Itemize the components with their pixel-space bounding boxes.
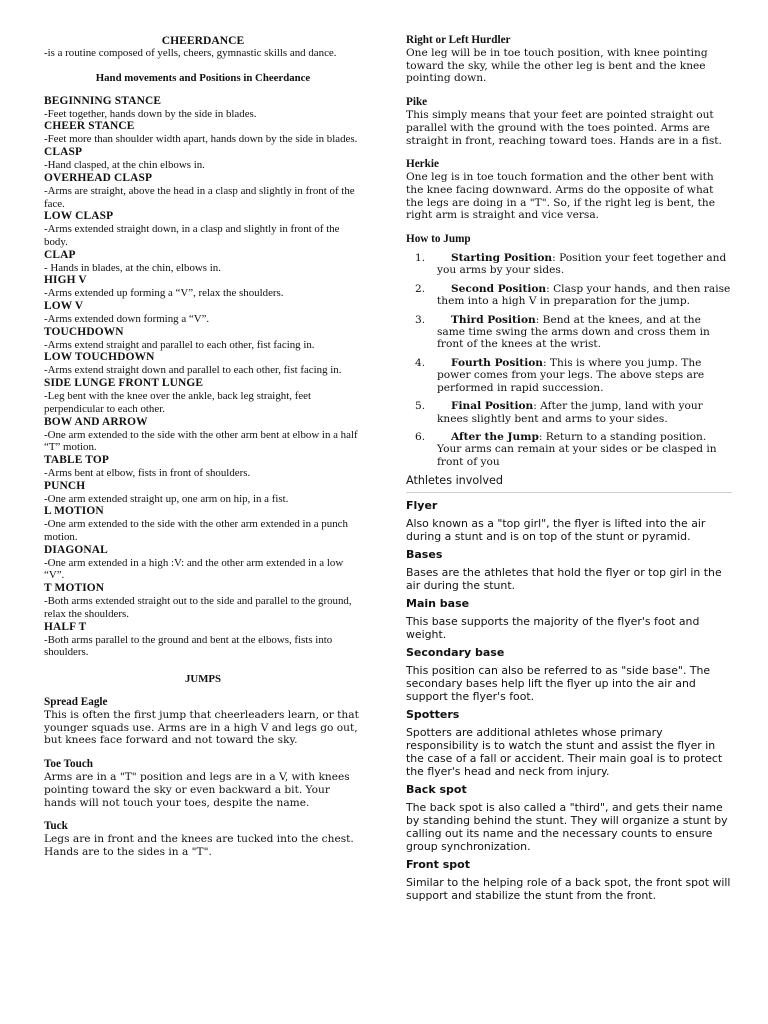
step-text: : After the jump, land with your knees slightly bent and arms to your sides. xyxy=(437,400,703,425)
position-name: BEGINNING STANCE xyxy=(44,94,162,107)
jump-step xyxy=(406,431,732,468)
jump-step xyxy=(406,283,732,308)
position-description: -Leg bent with the knee over the ankle, back leg straight, feet perpendicular to each other. xyxy=(44,390,312,415)
jump-item xyxy=(406,96,732,147)
position-description: -One arm extended in a high :V: and the other arm extended in a low “V”. xyxy=(44,556,344,582)
positions-list xyxy=(44,95,362,659)
position-description: -Feet more than shoulder width apart, hands down by the side in blades. xyxy=(44,133,358,146)
athlete-item xyxy=(406,858,732,902)
step-number: 6. xyxy=(415,430,426,443)
position-name: LOW V xyxy=(44,300,84,313)
position-name: CLASP xyxy=(44,146,83,159)
position-item xyxy=(44,505,362,543)
athlete-description: Similar to the helping role of a back spot, the front spot will support and stabilize the stunt from the front. xyxy=(406,876,731,903)
cheerdance-definition: -is a routine composed of yells, cheers, gymnastic skills and dance. xyxy=(44,47,337,59)
position-item xyxy=(44,582,362,620)
athlete-item xyxy=(406,499,732,543)
step-number: 3. xyxy=(415,313,426,326)
document-title: CHEERDANCE xyxy=(161,34,245,47)
position-name: PUNCH xyxy=(44,479,86,492)
step-text: : Bend at the knees, and at the same time swing the arms down and cross them in front of the knees at the wrist. xyxy=(437,313,710,351)
position-description: -One arm extended straight up, one arm on hip, in a fist. xyxy=(44,492,289,505)
athlete-role: Spotters xyxy=(406,708,460,722)
jump-description: This is often the first jump that cheerleaders learn, or that younger squads use. Arms are in a high V and legs go out, but knees face forward and not toward the sky. xyxy=(44,708,359,747)
athlete-description: Spotters are additional athletes whose primary responsibility is to watch the stunt and assist the flyer in the case of a fall or accident. Their main goal is to protect the flyer's head and neck from injury. xyxy=(406,726,723,779)
jump-description: Legs are in front and the knees are tucked into the chest. Hands are to the sides in a "T". xyxy=(44,833,354,858)
jump-step xyxy=(406,357,732,394)
position-name: SIDE LUNGE FRONT LUNGE xyxy=(44,377,204,390)
jump-name: Toe Touch xyxy=(44,758,94,771)
step-text: : Return to a standing position. Your arms can remain at your sides or be clasped in front of you xyxy=(437,430,717,468)
jump-name: Herkie xyxy=(406,158,439,171)
jump-step xyxy=(406,252,732,277)
position-item xyxy=(44,146,362,172)
position-item xyxy=(44,210,362,248)
step-number: 2. xyxy=(415,282,426,295)
jump-description: One leg will be in toe touch position, with knee pointing toward the sky, while the other leg is bent and the knee pointing down. xyxy=(406,47,708,85)
position-item xyxy=(44,274,362,300)
section-divider xyxy=(406,492,732,493)
position-item xyxy=(44,95,362,121)
jump-step xyxy=(406,400,732,425)
position-name: HALF T xyxy=(44,620,87,633)
position-name: L MOTION xyxy=(44,505,104,518)
jump-description: Arms are in a "T" position and legs are in a V, with knees pointing toward the sky or even backward a bit. Your hands will not touch your toes, despite the name. xyxy=(44,771,350,809)
jump-item xyxy=(44,820,362,858)
position-description: -Both arms parallel to the ground and bent at the elbows, fists into shoulders. xyxy=(44,633,333,659)
position-description: -Arms extended down forming a “V”. xyxy=(44,313,210,326)
athlete-item xyxy=(406,597,732,641)
jump-description: This simply means that your feet are pointed straight out parallel with the ground with the toes pointed. Arms are straight in front, reaching toward toes. Hands are in a fist. xyxy=(406,109,722,147)
step-title: Second Position xyxy=(451,282,547,295)
position-description: -Arms extended straight down, in a clasp and slightly in front of the body. xyxy=(44,223,340,248)
step-title: Fourth Position xyxy=(451,356,543,369)
step-number: 4. xyxy=(415,356,426,369)
step-text: : This is where you jump. The power comes from your legs. The above steps are performed in rapid succession. xyxy=(437,356,705,394)
position-description: -One arm extended to the side with the other arm extended in a punch motion. xyxy=(44,518,348,544)
step-title: Third Position xyxy=(451,313,536,326)
step-title: Starting Position xyxy=(451,252,553,265)
jumps-heading: JUMPS xyxy=(185,672,221,685)
how-to-jump-heading: How to Jump xyxy=(406,233,471,246)
position-description: -Arms are straight, above the head in a clasp and slightly in front of the face. xyxy=(44,184,355,210)
position-description: -Arms extend straight and parallel to each other, fist facing in. xyxy=(44,338,315,351)
position-description: -Arms extended up forming a “V”, relax the shoulders. xyxy=(44,287,284,300)
jump-item xyxy=(406,158,732,222)
hand-movements-heading: Hand movements and Positions in Cheerdance xyxy=(95,71,311,84)
right-column xyxy=(406,34,732,902)
position-item xyxy=(44,249,362,275)
athlete-item xyxy=(406,548,732,592)
position-name: TOUCHDOWN xyxy=(44,325,124,338)
athlete-description: This base supports the majority of the flyer's foot and weight. xyxy=(406,615,700,642)
jump-name: Spread Eagle xyxy=(44,695,108,708)
position-description: -Both arms extended straight out to the side and parallel to the ground, relax the shoulders. xyxy=(44,595,352,620)
position-name: OVERHEAD CLASP xyxy=(44,171,153,184)
jump-item xyxy=(44,696,362,747)
athlete-role: Main base xyxy=(406,597,470,611)
jump-name: Pike xyxy=(406,96,428,109)
step-title: After the Jump xyxy=(451,430,539,443)
jump-item xyxy=(44,758,362,809)
position-description: -Hand clasped, at the chin elbows in. xyxy=(44,159,205,172)
position-description: -One arm extended to the side with the other arm bent at elbow in a half “T” motion. xyxy=(44,428,358,454)
position-name: TABLE TOP xyxy=(44,453,109,466)
athlete-description: Bases are the athletes that hold the flyer or top girl in the air during the stunt. xyxy=(406,566,722,593)
jump-step xyxy=(406,314,732,351)
position-description: -Arms bent at elbow, fists in front of shoulders. xyxy=(44,466,251,479)
athlete-item xyxy=(406,708,732,778)
jump-description: One leg is in toe touch formation and the other bent with the knee facing downward. Arms do the opposite of what the legs are doing in a "T". So, if the right leg is bent, the right arm is straight and vice versa. xyxy=(406,171,715,222)
position-name: DIAGONAL xyxy=(44,543,108,556)
position-name: CLAP xyxy=(44,248,76,261)
athlete-description: This position can also be referred to as "side base". The secondary bases help lift the flyer up into the air and support the flyer's foot. xyxy=(406,664,711,704)
position-name: LOW TOUCHDOWN xyxy=(44,351,155,364)
athlete-role: Secondary base xyxy=(406,646,505,660)
athlete-role: Front spot xyxy=(406,858,470,872)
position-description: - Hands in blades, at the chin, elbows in. xyxy=(44,261,221,274)
athlete-item xyxy=(406,783,732,853)
position-item xyxy=(44,416,362,454)
position-item xyxy=(44,454,362,480)
athletes-heading: Athletes involved xyxy=(406,474,503,488)
jump-item xyxy=(406,34,732,85)
athlete-description: Also known as a "top girl", the flyer is lifted into the air during a stunt and is on top of the stunt or pyramid. xyxy=(406,517,706,544)
step-title: Final Position xyxy=(451,400,534,413)
step-text: : Position your feet together and you arms by your sides. xyxy=(437,252,727,277)
position-description: -Feet together, hands down by the side in blades. xyxy=(44,107,257,120)
athlete-role: Bases xyxy=(406,548,443,562)
position-item xyxy=(44,544,362,582)
step-number: 5. xyxy=(415,400,426,413)
athlete-description: The back spot is also called a "third", and gets their name by standing behind the stunt. They will organize a stunt by calling out its name and the necessary counts to ensure group synchronization. xyxy=(406,801,728,854)
position-name: CHEER STANCE xyxy=(44,120,135,133)
position-item xyxy=(44,300,362,326)
position-item xyxy=(44,621,362,659)
athlete-role: Back spot xyxy=(406,783,467,797)
jump-name: Tuck xyxy=(44,820,68,833)
position-description: -Arms extend straight down and parallel to each other, fist facing in. xyxy=(44,364,342,377)
step-number: 1. xyxy=(415,252,426,265)
left-column xyxy=(44,34,362,859)
step-text: : Clasp your hands, and then raise them into a high V in preparation for the jump. xyxy=(437,282,731,308)
jump-steps-list xyxy=(406,252,732,468)
position-name: T MOTION xyxy=(44,582,105,595)
position-name: HIGH V xyxy=(44,274,87,287)
jump-name: Right or Left Hurdler xyxy=(406,34,511,46)
athlete-role: Flyer xyxy=(406,499,438,513)
position-item xyxy=(44,351,362,377)
position-name: BOW AND ARROW xyxy=(44,415,148,428)
position-name: LOW CLASP xyxy=(44,210,114,223)
athlete-item xyxy=(406,646,732,703)
position-item xyxy=(44,326,362,352)
position-item xyxy=(44,172,362,210)
position-item xyxy=(44,480,362,506)
position-item xyxy=(44,120,362,146)
position-item xyxy=(44,377,362,415)
